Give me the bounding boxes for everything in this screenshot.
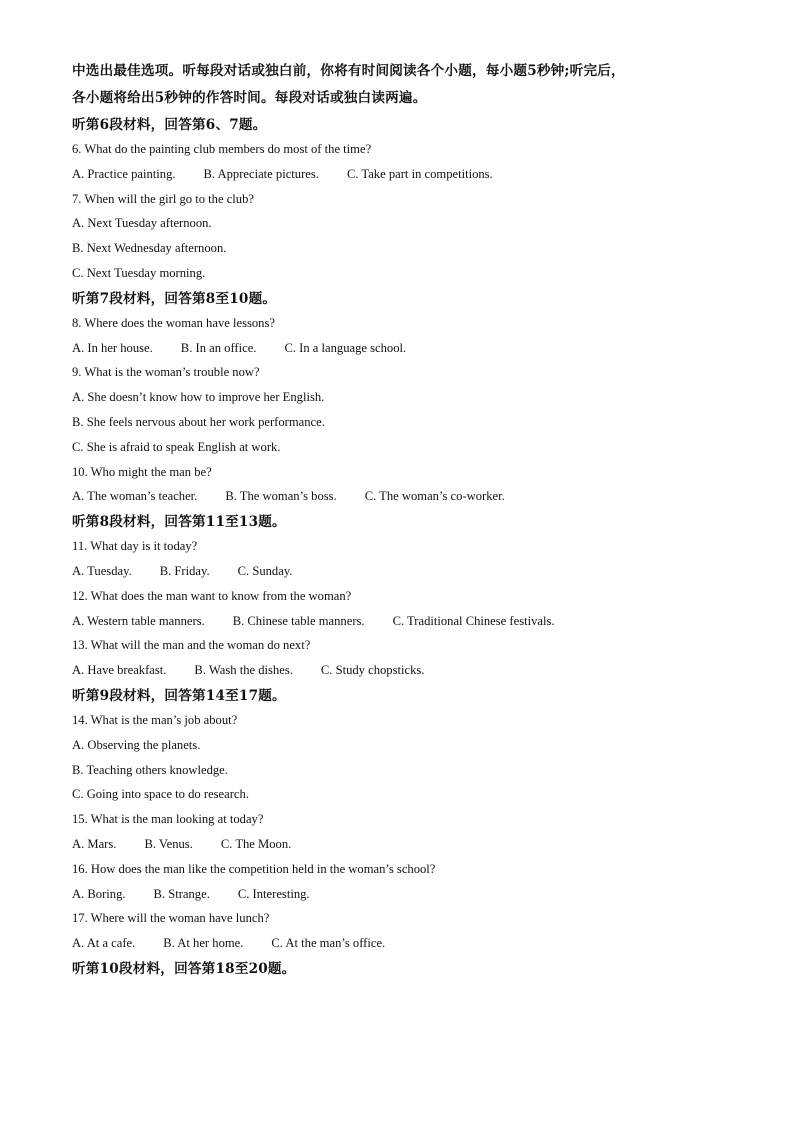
answer-option[interactable]: B. Teaching others knowledge.: [72, 762, 228, 777]
answer-option[interactable]: C. Traditional Chinese festivals.: [392, 613, 555, 628]
listening-section: [72, 687, 732, 951]
instructions: [72, 62, 732, 107]
answer-option[interactable]: C. She is afraid to speak English at work.: [72, 439, 281, 454]
answer-option[interactable]: A. Western table manners.: [72, 613, 205, 628]
answer-option[interactable]: C. The woman’s co-worker.: [364, 489, 505, 504]
question-text: 16. How does the man like the competition held in the woman’s school?: [72, 861, 436, 876]
question-text: 15. What is the man looking at today?: [72, 812, 264, 827]
question-text: 8. Where does the woman have lessons?: [72, 315, 275, 330]
answer-option[interactable]: C. Study chopsticks.: [320, 663, 425, 678]
answer-option[interactable]: A. Tuesday.: [72, 563, 132, 578]
answer-option[interactable]: A. Boring.: [72, 886, 126, 901]
answer-option[interactable]: B. Wash the dishes.: [194, 663, 293, 678]
option-row: [72, 166, 732, 182]
instruction-line: 各小题将给出5秒钟的作答时间。每段对话或独白读两遍。: [72, 90, 427, 106]
answer-option[interactable]: C. Next Tuesday morning.: [72, 265, 206, 280]
section-header: 听第8段材料，回答第11至13题。: [72, 514, 286, 531]
answer-option[interactable]: C. At the man’s office.: [271, 936, 386, 951]
option-row: [72, 488, 732, 504]
option-row: [72, 340, 732, 356]
option-row: [72, 886, 732, 902]
question-text: 17. Where will the woman have lunch?: [72, 911, 270, 926]
instruction-line: 中选出最佳选项。听每段对话或独白前，你将有时间阅读各个小题，每小题5秒钟;听完后，: [72, 63, 625, 79]
question-text: 9. What is the woman’s trouble now?: [72, 365, 260, 380]
section-header: 听第7段材料，回答第8至10题。: [72, 290, 277, 307]
question-text: 10. Who might the man be?: [72, 464, 212, 479]
option-row: [72, 563, 732, 579]
answer-option[interactable]: C. In a language school.: [284, 340, 407, 355]
answer-option[interactable]: B. At her home.: [163, 936, 244, 951]
option-row: [72, 613, 732, 629]
answer-option[interactable]: C. Sunday.: [237, 563, 293, 578]
answer-option[interactable]: A. The woman’s teacher.: [72, 489, 198, 504]
answer-option[interactable]: B. Venus.: [144, 836, 193, 851]
answer-option[interactable]: B. She feels nervous about her work performance.: [72, 414, 325, 429]
question-text: 14. What is the man’s job about?: [72, 712, 238, 727]
question-text: 12. What does the man want to know from the woman?: [72, 588, 352, 603]
answer-option[interactable]: A. Observing the planets.: [72, 737, 201, 752]
answer-option[interactable]: B. Strange.: [153, 886, 210, 901]
option-row: [72, 935, 732, 951]
answer-option[interactable]: A. She doesn’t know how to improve her English.: [72, 390, 325, 405]
answer-option[interactable]: B. Chinese table manners.: [232, 613, 365, 628]
answer-option[interactable]: B. Appreciate pictures.: [203, 166, 319, 181]
answer-option[interactable]: C. Going into space to do research.: [72, 787, 249, 802]
option-row: [72, 836, 732, 852]
section-header: 听第9段材料，回答第14至17题。: [72, 687, 286, 704]
option-row: [72, 662, 732, 678]
section-header: 听第10段材料，回答第18至20题。: [72, 960, 296, 977]
answer-option[interactable]: B. The woman’s boss.: [225, 489, 337, 504]
question-sections: [72, 116, 732, 978]
answer-option[interactable]: C. Take part in competitions.: [346, 166, 493, 181]
answer-option[interactable]: A. Next Tuesday afternoon.: [72, 216, 212, 231]
listening-section: [72, 116, 732, 281]
listening-section: [72, 290, 732, 505]
answer-option[interactable]: B. Next Wednesday afternoon.: [72, 241, 227, 256]
answer-option[interactable]: C. The Moon.: [220, 836, 292, 851]
answer-option[interactable]: B. Friday.: [159, 563, 210, 578]
section-header: 听第6段材料，回答第6、7题。: [72, 117, 267, 133]
answer-option[interactable]: B. In an office.: [180, 340, 257, 355]
listening-section: [72, 513, 732, 678]
answer-option[interactable]: A. At a cafe.: [72, 936, 136, 951]
question-text: 11. What day is it today?: [72, 539, 198, 554]
question-text: 7. When will the girl go to the club?: [72, 191, 254, 206]
answer-option[interactable]: A. In her house.: [72, 340, 153, 355]
answer-option[interactable]: A. Mars.: [72, 836, 117, 851]
question-text: 6. What do the painting club members do most of the time?: [72, 142, 372, 156]
exam-page: [72, 62, 732, 985]
answer-option[interactable]: A. Have breakfast.: [72, 663, 167, 678]
answer-option[interactable]: C. Interesting.: [237, 886, 310, 901]
listening-section: [72, 960, 732, 978]
question-text: 13. What will the man and the woman do next?: [72, 638, 311, 653]
answer-option[interactable]: A. Practice painting.: [72, 166, 176, 181]
